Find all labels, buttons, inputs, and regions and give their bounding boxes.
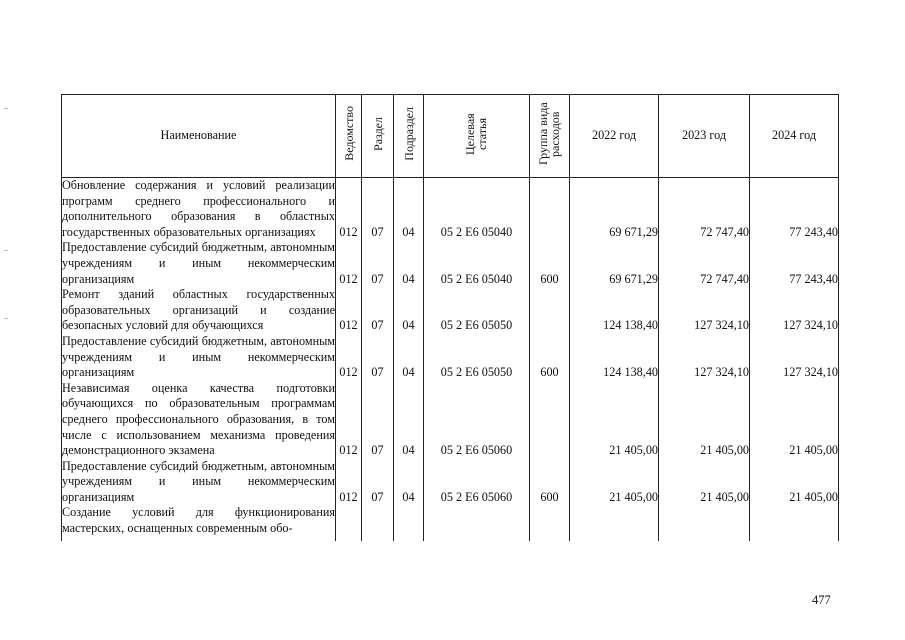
row-2024	[750, 505, 839, 541]
header-celevaya-statya: Целевая статья	[424, 95, 530, 178]
header-2022: 2022 год	[570, 95, 659, 178]
row-ved: 012	[336, 334, 362, 381]
header-razdel: Раздел	[362, 95, 394, 178]
row-pr: 04	[394, 459, 424, 506]
row-rz: 07	[362, 459, 394, 506]
header-vedomstvo: Ведомство	[336, 95, 362, 178]
row-cs	[424, 505, 530, 541]
header-gruppa-vida-rashodov: Группа вида расходов	[530, 95, 570, 178]
row-2023: 72 747,40	[659, 240, 750, 287]
scan-mark	[4, 108, 8, 109]
row-name: Создание условий для функционирования мастерских, оснащенных современным обо-	[62, 505, 336, 541]
row-cs: 05 2 Е6 05050	[424, 287, 530, 334]
row-2022	[570, 505, 659, 541]
scan-mark	[4, 318, 8, 319]
row-2023	[659, 505, 750, 541]
row-vr	[530, 178, 570, 241]
row-rz: 07	[362, 381, 394, 459]
row-name: Предоставление субсидий бюджетным, автономным учреждениям и иным некоммерческим организациям	[62, 458, 335, 504]
row-pr: 04	[394, 178, 424, 241]
header-name: Наименование	[62, 95, 336, 178]
row-2022: 124 138,40	[570, 334, 659, 381]
row-2024: 77 243,40	[750, 178, 839, 241]
row-rz	[362, 505, 394, 541]
row-cs: 05 2 Е6 05060	[424, 381, 530, 459]
row-vr: 600	[530, 334, 570, 381]
row-2024: 127 324,10	[750, 334, 839, 381]
row-rz: 07	[362, 334, 394, 381]
row-rz: 07	[362, 240, 394, 287]
table-row	[62, 240, 839, 287]
row-2023: 21 405,00	[659, 381, 750, 459]
row-name: Предоставление субсидий бюджетным, автономным учреждениям и иным некоммерческим организациям	[62, 240, 335, 286]
row-pr: 04	[394, 334, 424, 381]
row-pr: 04	[394, 381, 424, 459]
row-2024: 21 405,00	[750, 459, 839, 506]
row-ved: 012	[336, 381, 362, 459]
row-cs: 05 2 Е6 05050	[424, 334, 530, 381]
row-2023: 72 747,40	[659, 178, 750, 241]
row-ved: 012	[336, 459, 362, 506]
row-vr	[530, 287, 570, 334]
row-2024: 77 243,40	[750, 240, 839, 287]
row-2024: 21 405,00	[750, 381, 839, 459]
row-vr	[530, 381, 570, 459]
row-2023: 127 324,10	[659, 334, 750, 381]
row-ved: 012	[336, 178, 362, 241]
table-row	[62, 505, 839, 541]
row-pr: 04	[394, 287, 424, 334]
table-row	[62, 334, 839, 381]
row-vr	[530, 505, 570, 541]
row-name: Ремонт зданий областных государственных образовательных организаций и создание безопасных условий для обучающихся	[62, 287, 335, 333]
row-pr: 04	[394, 240, 424, 287]
page-number: 477	[812, 593, 831, 607]
row-name: Обновление содержания и условий реализации программ среднего профессионального и дополнительного образования в областных государственных образовательных организациях	[62, 178, 335, 239]
row-cs: 05 2 Е6 05040	[424, 178, 530, 241]
row-ved	[336, 505, 362, 541]
row-2022: 69 671,29	[570, 178, 659, 241]
scan-mark	[4, 250, 8, 251]
row-rz: 07	[362, 287, 394, 334]
table-row	[62, 178, 839, 241]
row-cs: 05 2 Е6 05040	[424, 240, 530, 287]
row-cs: 05 2 Е6 05060	[424, 459, 530, 506]
row-2022: 124 138,40	[570, 287, 659, 334]
header-podrazdel: Подраздел	[394, 95, 424, 178]
row-2023: 21 405,00	[659, 459, 750, 506]
table-row	[62, 459, 839, 506]
budget-table	[61, 94, 839, 541]
row-vr: 600	[530, 459, 570, 506]
row-2023: 127 324,10	[659, 287, 750, 334]
row-rz: 07	[362, 178, 394, 241]
row-vr: 600	[530, 240, 570, 287]
row-ved: 012	[336, 287, 362, 334]
row-2024: 127 324,10	[750, 287, 839, 334]
table-row	[62, 381, 839, 459]
header-2023: 2023 год	[659, 95, 750, 178]
row-pr	[394, 505, 424, 541]
row-2022: 69 671,29	[570, 240, 659, 287]
table-row	[62, 287, 839, 334]
row-2022: 21 405,00	[570, 459, 659, 506]
row-ved: 012	[336, 240, 362, 287]
row-name: Предоставление субсидий бюджетным, автономным учреждениям и иным некоммерческим организациям	[62, 333, 335, 380]
header-2024: 2024 год	[750, 95, 839, 178]
table-header-row	[62, 95, 839, 178]
row-name: Независимая оценка качества подготовки обучающихся по образовательным программам среднего профессионального образования, в том числе с использованием механизма проведения демонстрационного экзамена	[62, 380, 335, 458]
row-2022: 21 405,00	[570, 381, 659, 459]
